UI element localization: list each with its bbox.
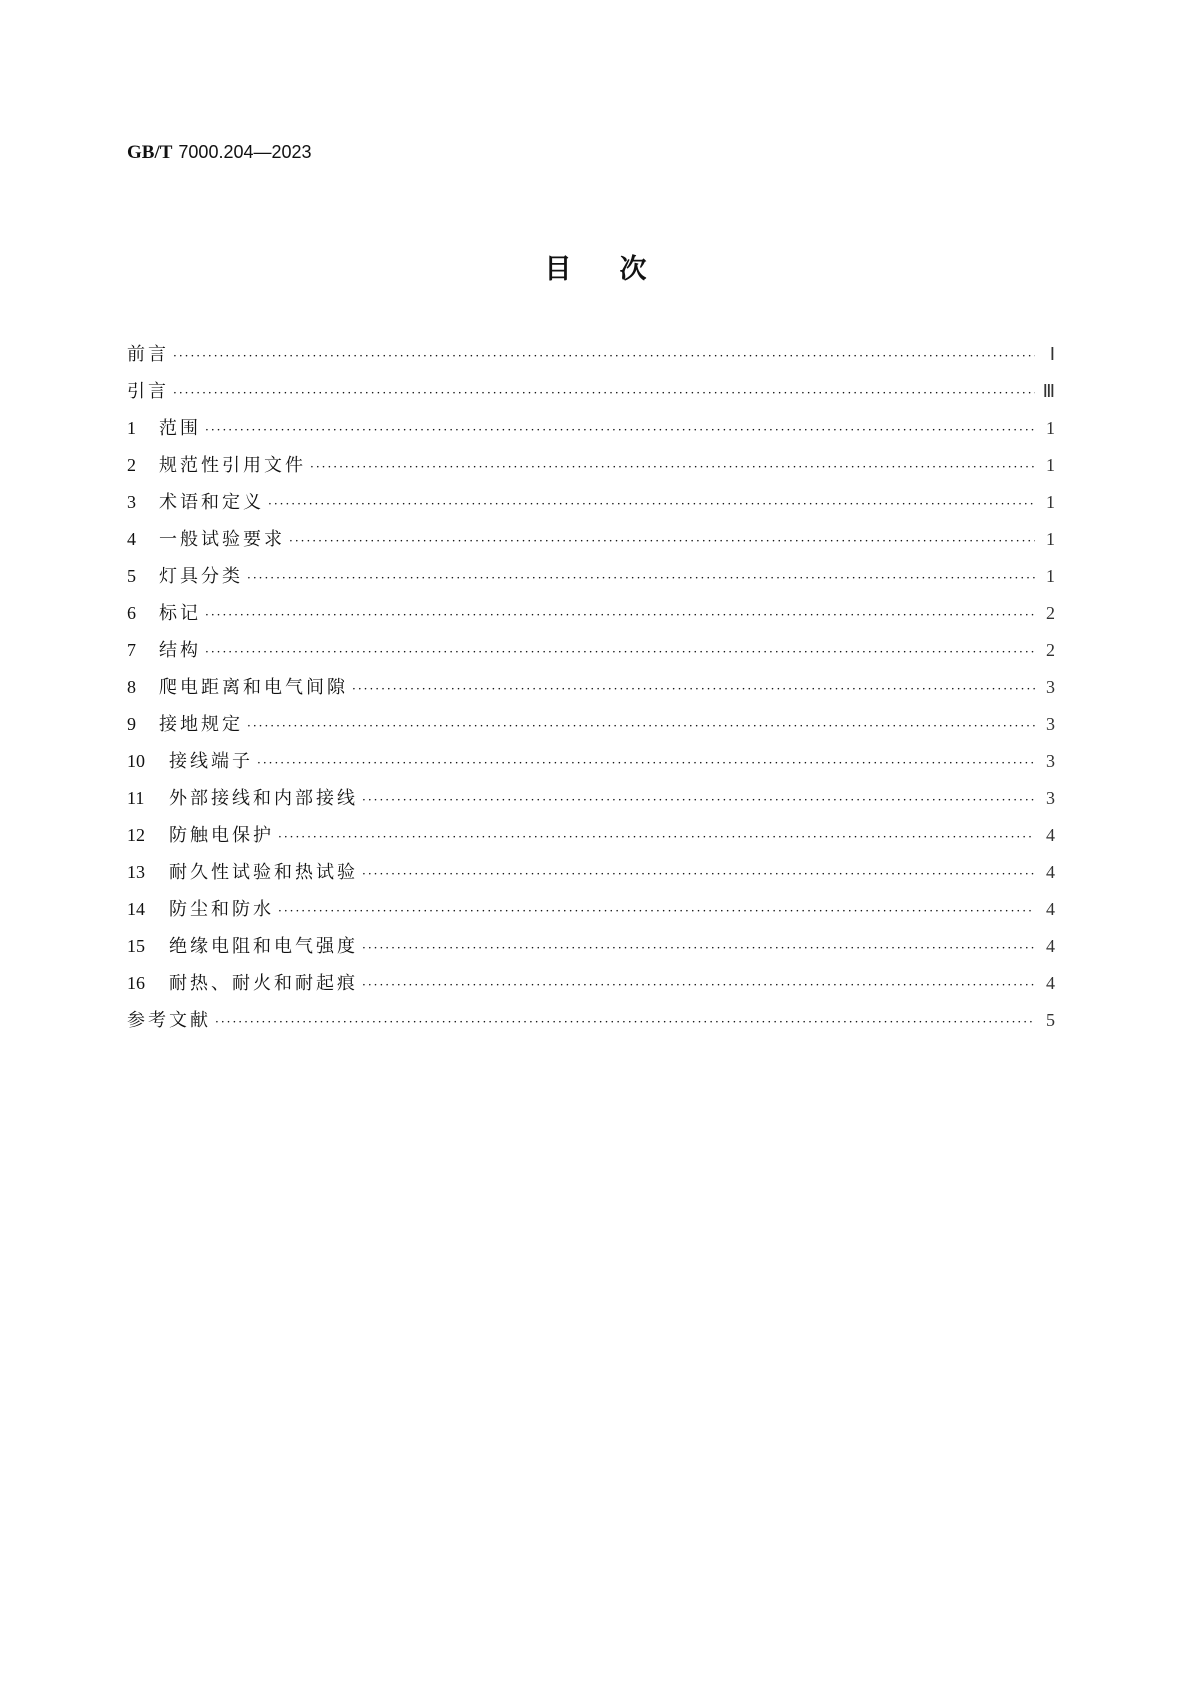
- toc-entry-page: 4: [1046, 825, 1055, 845]
- toc-entry-page: 5: [1046, 1010, 1055, 1030]
- toc-entry-number: 10: [127, 751, 145, 771]
- toc-entry-label: 一般试验要求: [159, 529, 285, 550]
- toc-entry-number: 2: [127, 455, 136, 475]
- toc-entry[interactable]: [127, 858, 1055, 895]
- dot-leader: [352, 682, 1035, 696]
- toc-entry-label: 耐久性试验和热试验: [169, 862, 358, 883]
- page-title: 目次: [544, 254, 695, 285]
- toc-entry-label: 防触电保护: [169, 825, 274, 846]
- toc-entry-page: Ⅲ: [1042, 381, 1055, 401]
- toc-entry-label: 防尘和防水: [169, 899, 274, 920]
- toc-entry-label: 灯具分类: [159, 566, 243, 587]
- toc-entry-number: 15: [127, 936, 145, 956]
- toc-entry-page: 1: [1046, 418, 1055, 438]
- toc-entry-page: 3: [1046, 751, 1055, 771]
- standard-prefix: GB/T: [127, 142, 173, 163]
- toc-entry[interactable]: [127, 488, 1055, 525]
- toc-entry-label: 范围: [159, 418, 201, 439]
- toc-entry-label: 规范性引用文件: [159, 455, 306, 476]
- toc-entry-page: 1: [1046, 566, 1055, 586]
- toc-entry[interactable]: [127, 636, 1055, 673]
- toc-entry-number: 13: [127, 862, 145, 882]
- toc-entry[interactable]: [127, 377, 1055, 414]
- toc-entry-number: 1: [127, 418, 136, 438]
- dot-leader: [205, 645, 1035, 659]
- toc-entry-label: 前言: [127, 344, 169, 365]
- toc-entry[interactable]: [127, 710, 1055, 747]
- toc-entry-label: 接地规定: [159, 714, 243, 735]
- dot-leader: [268, 497, 1035, 511]
- toc-entry-page: 4: [1046, 862, 1055, 882]
- dot-leader: [173, 386, 1035, 400]
- toc-entry[interactable]: [127, 340, 1055, 377]
- toc-entry-page: 2: [1046, 640, 1055, 660]
- dot-leader: [278, 904, 1035, 918]
- toc-entry-page: 1: [1046, 455, 1055, 475]
- toc-entry-number: 7: [127, 640, 136, 660]
- dot-leader: [205, 423, 1035, 437]
- dot-leader: [247, 571, 1035, 585]
- toc-entry[interactable]: [127, 414, 1055, 451]
- toc-entry-page: 4: [1046, 973, 1055, 993]
- dot-leader: [247, 719, 1035, 733]
- table-of-contents: [127, 340, 1055, 1043]
- toc-entry[interactable]: [127, 599, 1055, 636]
- toc-entry-page: 4: [1046, 936, 1055, 956]
- toc-entry-number: 4: [127, 529, 136, 549]
- toc-entry[interactable]: [127, 747, 1055, 784]
- toc-entry-label: 外部接线和内部接线: [169, 788, 358, 809]
- toc-entry-label: 术语和定义: [159, 492, 264, 513]
- toc-entry-number: 11: [127, 788, 145, 808]
- toc-entry-label: 引言: [127, 381, 169, 402]
- dot-leader: [362, 793, 1035, 807]
- toc-entry-page: 3: [1046, 677, 1055, 697]
- toc-entry-page: 4: [1046, 899, 1055, 919]
- toc-entry-label: 标记: [159, 603, 201, 624]
- toc-entry[interactable]: [127, 525, 1055, 562]
- toc-entry-label: 绝缘电阻和电气强度: [169, 936, 358, 957]
- toc-entry[interactable]: [127, 784, 1055, 821]
- toc-entry-label: 耐热、耐火和耐起痕: [169, 973, 358, 994]
- toc-entry-page: Ⅰ: [1049, 344, 1055, 364]
- toc-entry[interactable]: [127, 821, 1055, 858]
- toc-entry-label: 接线端子: [169, 751, 253, 772]
- toc-entry-number: 9: [127, 714, 136, 734]
- dot-leader: [362, 941, 1035, 955]
- dot-leader: [257, 756, 1035, 770]
- toc-entry-number: 14: [127, 899, 145, 919]
- toc-entry-number: 16: [127, 973, 145, 993]
- toc-entry-number: 8: [127, 677, 136, 697]
- toc-entry[interactable]: [127, 673, 1055, 710]
- toc-entry-page: 3: [1046, 714, 1055, 734]
- toc-entry-label: 参考文献: [127, 1010, 211, 1031]
- standard-number: 7000.204—2023: [178, 142, 312, 162]
- toc-entry-label: 爬电距离和电气间隙: [159, 677, 348, 698]
- toc-entry-page: 1: [1046, 492, 1055, 512]
- toc-entry-page: 2: [1046, 603, 1055, 623]
- toc-entry[interactable]: [127, 969, 1055, 1006]
- toc-entry-number: 3: [127, 492, 136, 512]
- toc-entry-page: 1: [1046, 529, 1055, 549]
- toc-entry-number: 5: [127, 566, 136, 586]
- dot-leader: [215, 1015, 1035, 1029]
- toc-entry[interactable]: [127, 932, 1055, 969]
- dot-leader: [278, 830, 1035, 844]
- dot-leader: [362, 867, 1035, 881]
- toc-entry[interactable]: [127, 1006, 1055, 1043]
- dot-leader: [289, 534, 1035, 548]
- document-header: [127, 142, 312, 164]
- toc-entry-number: 12: [127, 825, 145, 845]
- toc-entry[interactable]: [127, 895, 1055, 932]
- dot-leader: [173, 349, 1035, 363]
- toc-entry-page: 3: [1046, 788, 1055, 808]
- toc-entry-number: 6: [127, 603, 136, 623]
- toc-entry-label: 结构: [159, 640, 201, 661]
- toc-entry[interactable]: [127, 451, 1055, 488]
- dot-leader: [310, 460, 1035, 474]
- dot-leader: [362, 978, 1035, 992]
- dot-leader: [205, 608, 1035, 622]
- toc-entry[interactable]: [127, 562, 1055, 599]
